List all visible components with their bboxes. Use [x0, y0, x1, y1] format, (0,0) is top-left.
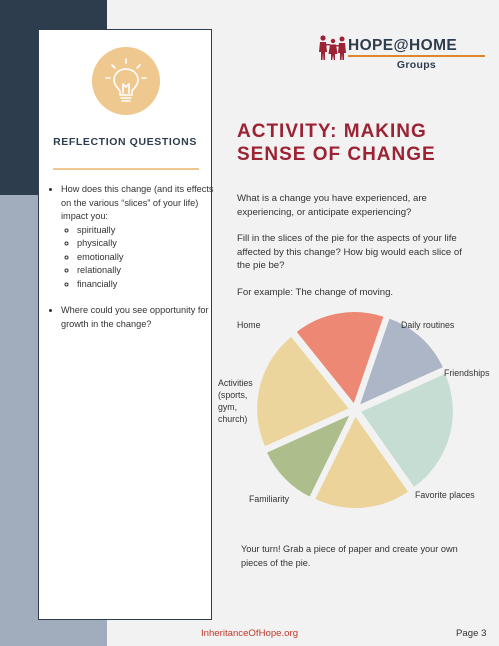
pie-label-home: Home — [237, 320, 261, 330]
example-paragraph: For example: The change of moving. — [237, 287, 394, 298]
impact-item: ◦ relationally — [77, 264, 223, 278]
question-item — [61, 183, 223, 291]
logo-underline — [348, 55, 485, 57]
question-item — [61, 304, 223, 331]
title-divider — [53, 168, 199, 170]
question-list — [47, 183, 223, 344]
pie-label-favorite-places: Favorite places — [415, 490, 475, 500]
footer-website-link[interactable]: InheritanceOfHope.org — [200, 628, 299, 639]
impact-item: ◦ financially — [77, 278, 223, 292]
pie-label-friendships: Friendships — [444, 368, 490, 378]
impact-item: ◦ emotionally — [77, 251, 223, 265]
pie-label-daily-routines: Daily routines — [401, 320, 455, 330]
question-text: Where could you see opportunity for growth in the change? — [61, 305, 209, 329]
question-text: How does this change (and its effects on the various “slices” of your life) impact you: — [61, 184, 214, 221]
impact-item: ◦ spiritually — [77, 224, 223, 238]
lightbulb-icon — [92, 47, 160, 115]
activity-title — [237, 120, 487, 166]
logo-subtitle: Groups — [396, 59, 437, 71]
reflection-panel — [38, 29, 212, 620]
instruction-paragraph: Fill in the slices of the pie for the aspects of your life affected by this change? How big would each slice of the pie be? — [237, 233, 462, 271]
pie-chart — [250, 310, 460, 510]
reflection-title: REFLECTION QUESTIONS — [53, 136, 197, 148]
hope-at-home-logo — [318, 32, 488, 76]
family-figures-icon — [318, 32, 348, 62]
pie-label-familiarity: Familiarity — [249, 494, 290, 504]
your-turn-text: Your turn! Grab a piece of paper and create your own pieces of the pie. — [241, 544, 458, 568]
impact-sublist — [61, 224, 223, 292]
pie-label-activities: Activities (sports, gym, church) — [218, 378, 253, 424]
intro-paragraph: What is a change you have experienced, are experiencing, or anticipate experiencing? — [237, 193, 427, 218]
impact-item: ◦ physically — [77, 237, 223, 251]
page-number: Page 3 — [456, 628, 487, 639]
logo-wordmark: HOPE@HOME — [348, 37, 458, 54]
activity-title-line1: ACTIVITY: MAKING — [237, 121, 427, 142]
activity-title-line2: SENSE OF CHANGE — [237, 144, 436, 165]
